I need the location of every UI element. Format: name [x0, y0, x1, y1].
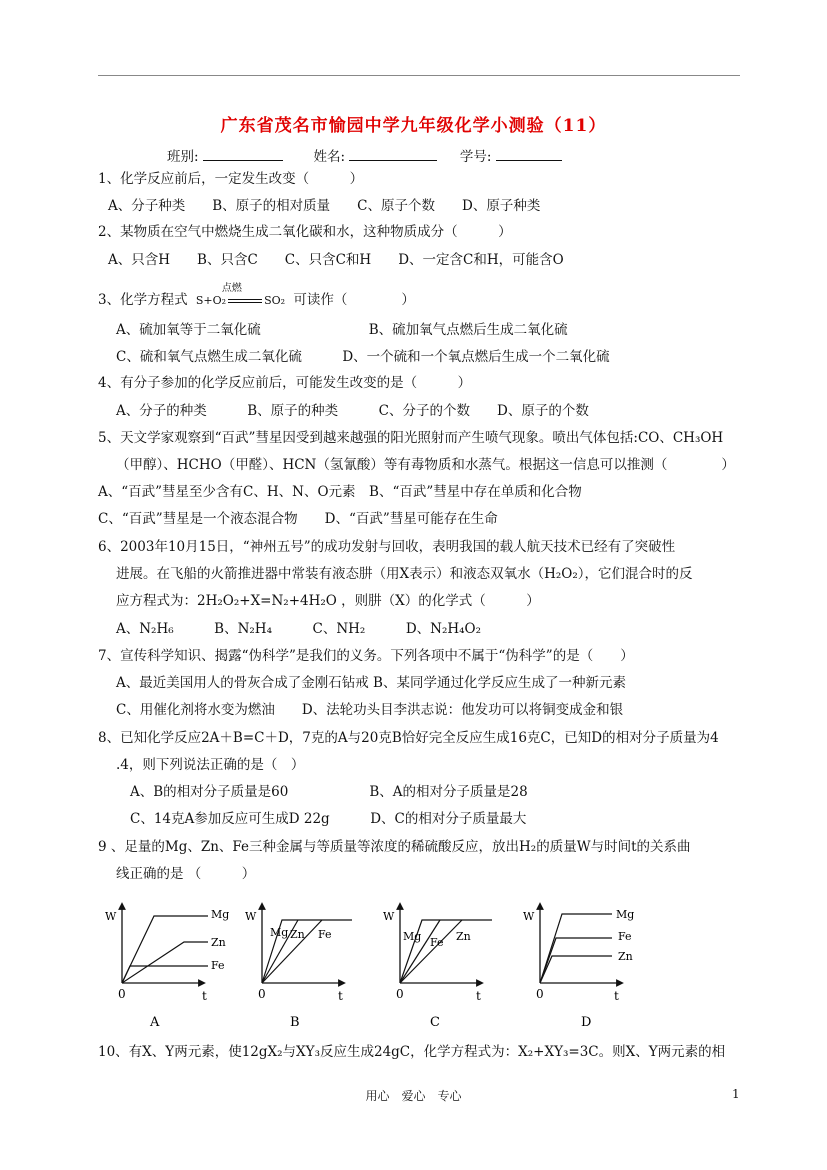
- graph-c-x-label: t: [476, 989, 481, 1003]
- graph-c-y-label: W: [383, 910, 395, 923]
- question-7-options-ab: A、最近美国用人的骨灰合成了金刚石钻戒 B、某同学通过化学反应生成了一种新元素: [116, 675, 626, 691]
- number-field[interactable]: [496, 146, 562, 161]
- class-field[interactable]: [203, 146, 283, 161]
- graph-b: [245, 906, 352, 1030]
- graph-c-curve-zn: Zn: [456, 930, 471, 943]
- question-3-options-ab: A、硫加氧等于二氧化硫 B、硫加氧气点燃后生成二氧化硫: [116, 322, 568, 338]
- question-9-graphs: [100, 898, 660, 1038]
- graph-c-curve-fe: Fe: [430, 936, 444, 949]
- graph-d-x-label: t: [614, 989, 619, 1003]
- question-2: 2、某物质在空气中燃烧生成二氧化碳和水，这种物质成分（ ）: [98, 224, 512, 240]
- graph-d-curve-zn: Zn: [618, 950, 633, 963]
- class-label: 班别:: [167, 149, 199, 165]
- chemical-equation: [195, 283, 286, 311]
- question-4-options: A、分子的种类 B、原子的种类 C、分子的个数 D、原子的个数: [116, 403, 589, 419]
- name-field[interactable]: [349, 146, 437, 161]
- page-title: 广东省茂名市愉园中学九年级化学小测验（11）: [220, 116, 607, 136]
- question-3-options-cd: C、硫和氧气点燃生成二氧化硫 D、一个硫和一个氧点燃后生成一个二氧化硫: [116, 349, 610, 365]
- question-5-options-cd: C、“百武”彗星是一个液态混合物 D、“百武”彗星可能存在生命: [98, 511, 498, 527]
- question-10: 10、有X、Y两元素，使12gX₂与XY₃反应生成24gC，化学方程式为：X₂+XY₃=3C。则X、Y两元素的相: [98, 1044, 726, 1060]
- question-8: 8、已知化学反应2A＋B=C＋D，7克的A与20克B恰好完全反应生成16克C，已知D的相对分子质量为4: [98, 730, 719, 746]
- graph-a: [105, 906, 229, 1030]
- number-label: 学号:: [459, 149, 492, 165]
- graph-b-curve-mg: Mg: [270, 926, 289, 939]
- graph-d: [523, 906, 634, 1030]
- graph-b-y-label: W: [245, 910, 257, 923]
- question-6: 6、2003年10月15日，“神州五号”的成功发射与回收，表明我国的载人航天技术已经有了突破性: [98, 539, 676, 555]
- question-5-options-ab: A、“百武”彗星至少含有C、H、N、O元素 B、“百武”彗星中存在单质和化合物: [98, 484, 582, 500]
- graph-a-curve-fe: Fe: [211, 959, 225, 972]
- equation-rhs: SO₂: [264, 294, 286, 307]
- question-1: 1、化学反应前后，一定发生改变（ ）: [98, 171, 364, 187]
- graph-a-x-label: t: [202, 989, 207, 1003]
- question-1-options: A、分子种类 B、原子的相对质量 C、原子个数 D、原子种类: [108, 198, 541, 214]
- graph-b-label: B: [290, 1015, 300, 1030]
- graph-d-origin: 0: [536, 987, 544, 1001]
- question-2-options: A、只含H B、只含C C、只含C和H D、一定含C和H，可能含O: [108, 252, 564, 268]
- graph-c-label: C: [430, 1015, 440, 1030]
- question-6-cont2: 应方程式为：2H₂O₂+X=N₂+4H₂O ，则肼（X）的化学式（ ）: [116, 593, 540, 609]
- equation-bar: [228, 299, 262, 303]
- question-7: 7、宣传科学知识、揭露“伪科学”是我们的义务。下列各项中不属于“伪科学”的是（ ）: [98, 648, 634, 664]
- graph-b-curve-fe: Fe: [318, 928, 332, 941]
- page-footer: 用心 爱心 专心: [365, 1089, 462, 1103]
- graph-c-curve-mg: Mg: [403, 930, 422, 943]
- equation-lhs: S+O₂: [195, 294, 227, 307]
- equation-condition: 点燃: [221, 283, 242, 294]
- question-3-suffix: 可读作（ ）: [293, 292, 415, 308]
- question-9-cont: 线正确的是 （ ）: [116, 866, 256, 882]
- graph-a-origin: 0: [118, 987, 126, 1001]
- graph-a-curve-zn: Zn: [211, 936, 226, 949]
- graph-d-label: D: [581, 1015, 592, 1030]
- question-5-cont: （甲醇）、HCHO（甲醛）、HCN（氢氰酸）等有毒物质和水蒸气。根据这一信息可以推测（ ）: [116, 457, 735, 473]
- graph-b-curve-zn: Zn: [290, 928, 305, 941]
- graph-a-label: A: [150, 1015, 160, 1030]
- header-rule: [98, 75, 740, 76]
- question-3-prefix: 3、化学方程式: [98, 292, 188, 308]
- graph-c: [383, 906, 492, 1030]
- question-8-options-ab: A、B的相对分子质量是60 B、A的相对分子质量是28: [130, 784, 528, 800]
- question-7-options-cd: C、用催化剂将水变为燃油 D、法轮功头目李洪志说：他发功可以将铜变成金和银: [116, 702, 624, 718]
- question-3: [98, 283, 415, 311]
- question-4: 4、有分子参加的化学反应前后，可能发生改变的是（ ）: [98, 375, 472, 391]
- page-number: 1: [732, 1087, 740, 1101]
- graph-d-curve-fe: Fe: [618, 930, 632, 943]
- student-info-row: [167, 146, 562, 167]
- graph-a-curve-mg: Mg: [211, 908, 230, 921]
- question-8-options-cd: C、14克A参加反应可生成D 22g D、C的相对分子质量最大: [130, 811, 527, 827]
- question-5: 5、天文学家观察到“百武”彗星因受到越来越强的阳光照射而产生喷气现象。喷出气体包括:CO、CH₃OH: [98, 430, 724, 446]
- name-label: 姓名:: [313, 149, 346, 165]
- question-8-cont: .4，则下列说法正确的是（ ）: [116, 757, 305, 773]
- question-9: 9 、足量的Mg、Zn、Fe三种金属与等质量等浓度的稀硫酸反应，放出H₂的质量W与时间t的关系曲: [98, 839, 691, 855]
- graph-d-y-label: W: [523, 910, 535, 923]
- question-6-options: A、N₂H₆ B、N₂H₄ C、NH₂ D、N₂H₄O₂: [116, 621, 482, 637]
- graph-c-origin: 0: [396, 987, 404, 1001]
- graph-a-y-label: W: [105, 910, 117, 923]
- graph-d-curve-mg: Mg: [616, 908, 635, 921]
- question-6-cont: 进展。在飞船的火箭推进器中常装有液态肼（用X表示）和液态双氧水（H₂O₂），它们混合时的反: [116, 566, 693, 582]
- graph-b-x-label: t: [338, 989, 343, 1003]
- graph-b-origin: 0: [258, 987, 266, 1001]
